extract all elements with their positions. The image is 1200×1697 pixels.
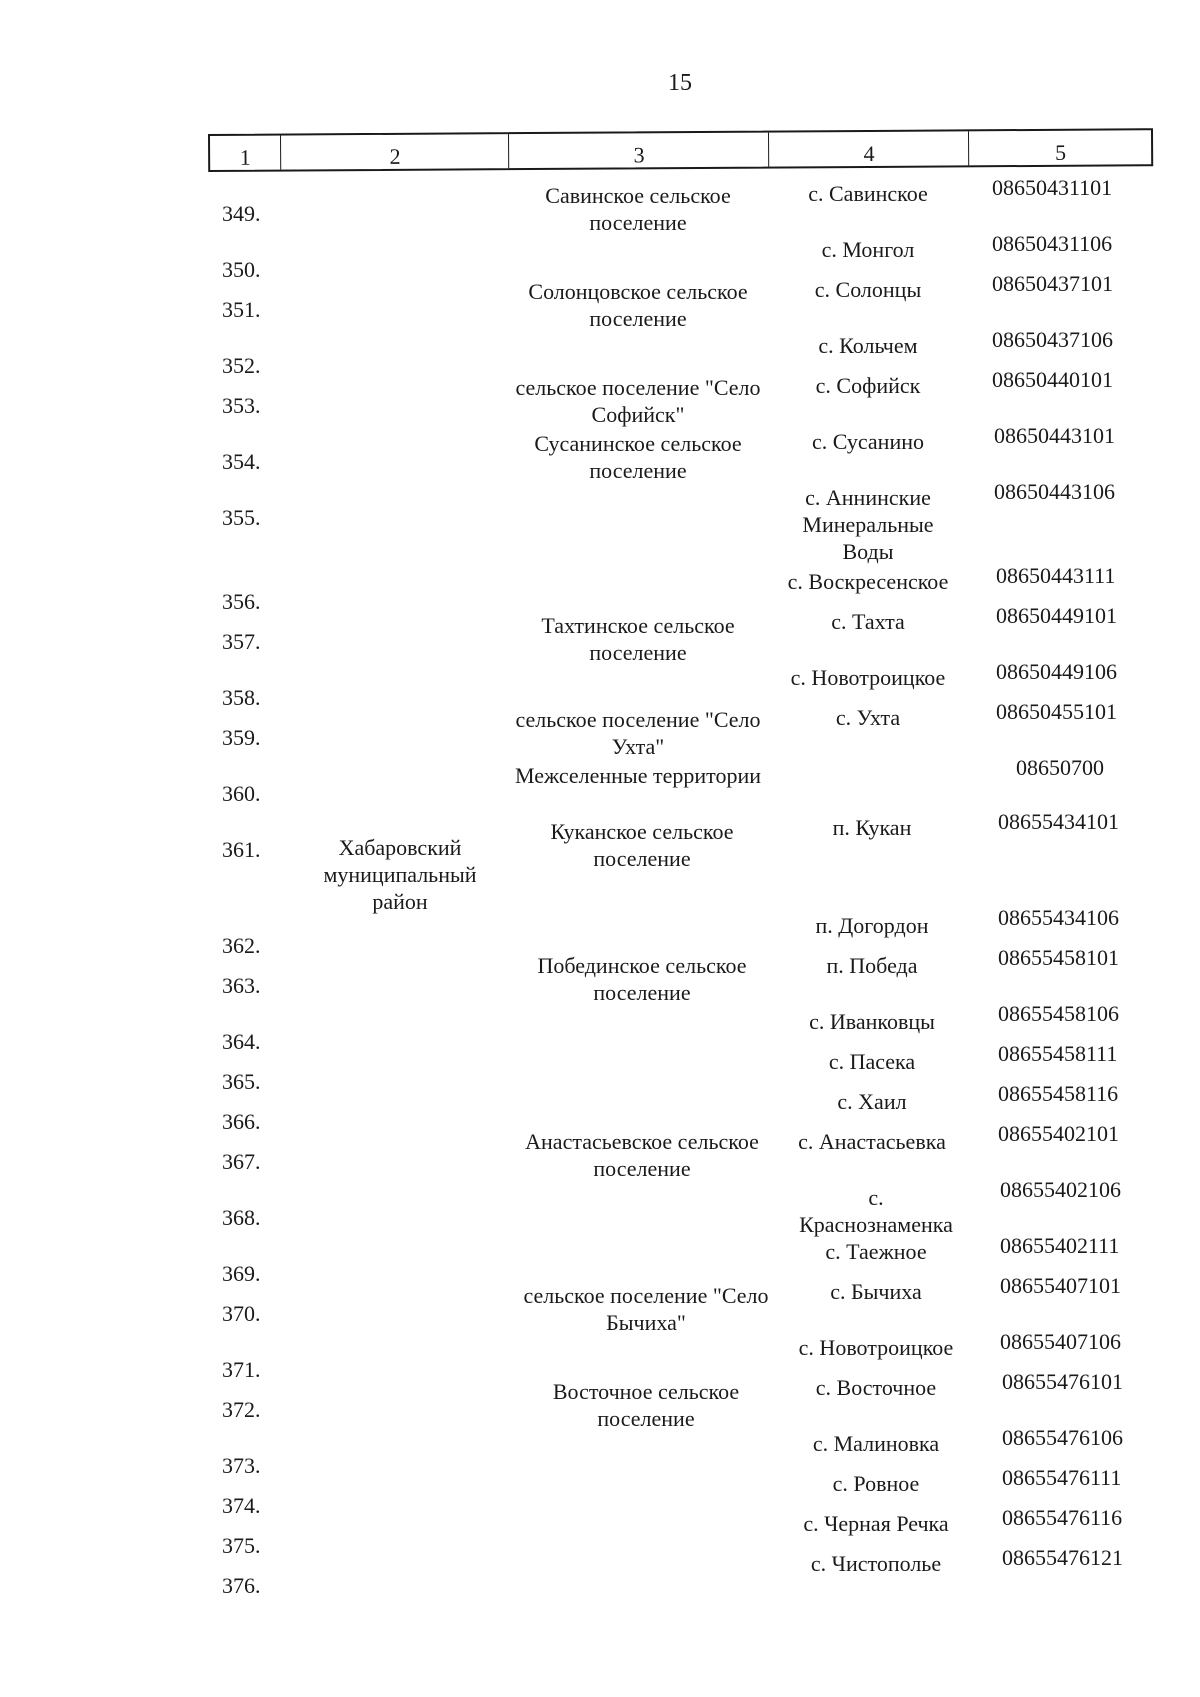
locality-name: с. Ухта [835, 705, 901, 730]
locality-name: с. Аннинские Минеральные Воды [802, 485, 934, 564]
locality-name: с. Воскресенское [787, 569, 949, 594]
locality-name: п. Победа [826, 953, 918, 978]
oktmo-code: 08655476106 [1002, 1425, 1123, 1450]
oktmo-code: 08655476101 [1002, 1369, 1123, 1394]
settlement-name: Анастасьевское сельское поселение [525, 1129, 759, 1181]
oktmo-code: 08650437106 [992, 327, 1113, 352]
settlement-name: Тахтинское сельское поселение [541, 613, 735, 665]
oktmo-code: 08655434101 [998, 809, 1119, 834]
row-number: 375. [222, 1533, 261, 1558]
settlement-name: сельское поселение "Село Ухта" [515, 707, 761, 759]
row-number: 371. [222, 1357, 261, 1382]
row-number: 366. [222, 1109, 261, 1134]
header-cell: 1 [239, 144, 251, 170]
row-number: 356. [222, 589, 261, 614]
oktmo-code: 08655476111 [1002, 1465, 1122, 1490]
row-number: 350. [222, 257, 261, 282]
row-number: 352. [222, 353, 261, 378]
row-number: 374. [222, 1493, 261, 1518]
row-number: 360. [222, 781, 261, 806]
row-number: 376. [222, 1573, 261, 1598]
table-header [208, 128, 1153, 172]
row-number: 372. [222, 1397, 261, 1422]
settlement-name: Савинское сельское поселение [545, 183, 731, 235]
row-number: 358. [222, 685, 261, 710]
locality-name: с. Софийск [815, 373, 921, 398]
district-name: Хабаровский муниципальный район [323, 835, 477, 914]
locality-name: с. Новотроицкое [798, 1335, 954, 1360]
header-cell: 5 [968, 130, 1152, 165]
row-number: 357. [222, 629, 261, 654]
row-number: 361. [222, 837, 261, 862]
oktmo-code: 08650455101 [996, 699, 1117, 724]
locality-name: с. Малиновка [812, 1431, 940, 1456]
locality-name: п. Догордон [815, 913, 929, 938]
settlement-name: сельское поселение "Село Бычиха" [523, 1283, 769, 1335]
locality-name: с. Солонцы [814, 277, 922, 302]
oktmo-code: 08655458106 [998, 1001, 1119, 1026]
row-number: 368. [222, 1205, 261, 1230]
oktmo-code: 08650700 [1016, 755, 1104, 780]
locality-name: с. Бычиха [830, 1279, 922, 1304]
oktmo-code: 08655476116 [1002, 1505, 1123, 1530]
row-number: 351. [222, 297, 261, 322]
row-number: 365. [222, 1069, 261, 1094]
row-number: 373. [222, 1453, 261, 1478]
locality-name: п. Кукан [832, 815, 912, 840]
settlement-name: сельское поселение "Село Софийск" [515, 375, 761, 427]
locality-name: с. Новотроицкое [790, 665, 946, 690]
row-number: 370. [222, 1301, 261, 1326]
oktmo-code: 08655402111 [1000, 1233, 1120, 1258]
header-cell: 4 [768, 131, 969, 166]
locality-name: с. Краснознаменка [799, 1185, 953, 1237]
oktmo-code: 08650443111 [996, 563, 1116, 588]
locality-name: с. Таежное [825, 1239, 927, 1264]
oktmo-code: 08655458101 [998, 945, 1119, 970]
row-number: 355. [222, 505, 261, 530]
settlement-name: Межселенные территории [515, 763, 761, 788]
header-cell: 3 [508, 133, 769, 169]
oktmo-code: 08650443101 [994, 423, 1115, 448]
oktmo-code: 08650443106 [994, 479, 1115, 504]
row-number: 349. [222, 201, 261, 226]
row-number: 369. [222, 1261, 261, 1286]
oktmo-code: 08655458116 [998, 1081, 1119, 1106]
oktmo-code: 08650449106 [996, 659, 1117, 684]
locality-name: с. Черная Речка [803, 1511, 949, 1536]
oktmo-code: 08655402106 [1000, 1177, 1121, 1202]
oktmo-code: 08655402101 [998, 1121, 1119, 1146]
row-number: 353. [222, 393, 261, 418]
oktmo-code: 08655476121 [1002, 1545, 1123, 1570]
oktmo-code: 08650449101 [996, 603, 1117, 628]
page-number: 15 [668, 70, 692, 96]
header-cell: 2 [280, 134, 509, 169]
settlement-name: Восточное сельское поселение [552, 1379, 740, 1431]
oktmo-code: 08650437101 [992, 271, 1113, 296]
locality-name: с. Анастасьевка [798, 1129, 946, 1154]
settlement-name: Сусанинское сельское поселение [534, 431, 742, 483]
oktmo-code: 08655458111 [998, 1041, 1118, 1066]
locality-name: с. Хаил [837, 1089, 907, 1114]
row-number: 363. [222, 973, 261, 998]
locality-name: с. Иванковцы [809, 1009, 935, 1034]
oktmo-code: 08655407106 [1000, 1329, 1121, 1354]
row-number: 367. [222, 1149, 261, 1174]
oktmo-code: 08650440101 [992, 367, 1113, 392]
locality-name: с. Ровное [832, 1471, 920, 1496]
locality-name: с. Савинское [808, 181, 928, 206]
locality-name: с. Кольчем [818, 333, 918, 358]
settlement-name: Побединское сельское поселение [537, 953, 747, 1005]
row-number: 354. [222, 449, 261, 474]
oktmo-code: 08655407101 [1000, 1273, 1121, 1298]
locality-name: с. Восточное [815, 1375, 937, 1400]
oktmo-code: 08655434106 [998, 905, 1119, 930]
row-number: 362. [222, 933, 261, 958]
settlement-name: Солонцовское сельское поселение [528, 279, 748, 331]
row-number: 359. [222, 725, 261, 750]
oktmo-code: 08650431106 [992, 231, 1113, 256]
locality-name: с. Пасека [828, 1049, 916, 1074]
locality-name: с. Монгол [821, 237, 915, 262]
settlement-name: Куканское сельское поселение [550, 819, 734, 871]
locality-name: с. Чистополье [810, 1551, 942, 1576]
oktmo-code: 08650431101 [992, 175, 1113, 200]
row-number: 364. [222, 1029, 261, 1054]
locality-name: с. Сусанино [811, 429, 924, 454]
locality-name: с. Тахта [831, 609, 905, 634]
